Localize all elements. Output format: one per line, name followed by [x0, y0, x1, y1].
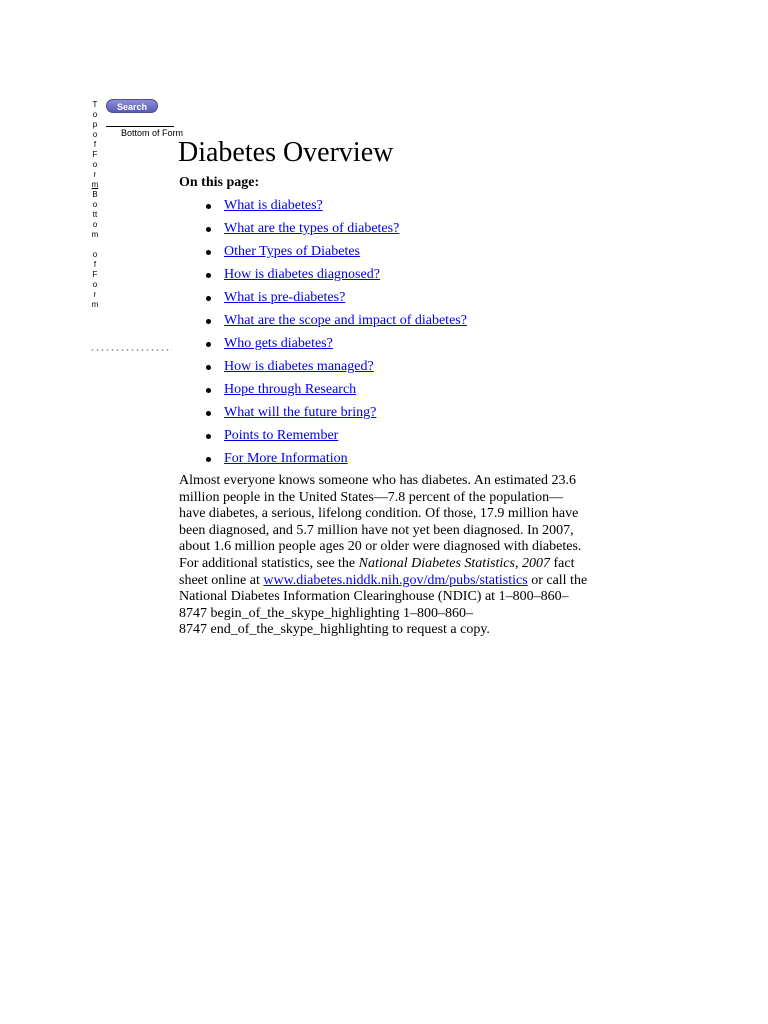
toc-link-hope-research[interactable]: Hope through Research — [224, 382, 357, 397]
bottom-of-form-letter: r — [93, 290, 97, 299]
toc-item — [206, 404, 467, 427]
bullet-icon — [206, 365, 211, 370]
bullet-icon — [206, 227, 211, 232]
on-this-page-label: On this page: — [179, 175, 260, 190]
text-segment: fact — [549, 555, 575, 571]
paragraph-line — [179, 556, 624, 573]
top-of-form-letter: r — [93, 170, 97, 179]
paragraph-line: million people in the United States—7.8 percent of the population— — [179, 489, 564, 505]
toc-link-what-is-diabetes[interactable]: What is diabetes? — [224, 198, 323, 213]
paragraph-line: about 1.6 million people ages 20 or older were diagnosed with diabetes. — [179, 539, 582, 555]
toc-item — [206, 243, 467, 266]
toc-link-types-of-diabetes[interactable]: What are the types of diabetes? — [224, 221, 400, 236]
toc-item — [206, 312, 467, 335]
text-segment: or call the — [527, 572, 588, 588]
table-of-contents — [206, 197, 467, 473]
toc-link-points-remember[interactable]: Points to Remember — [224, 428, 339, 443]
bottom-of-form-gap — [89, 240, 101, 250]
toc-link-more-info[interactable]: For More Information — [224, 451, 348, 466]
statistics-link[interactable]: www.diabetes.niddk.nih.gov/dm/pubs/statistics — [263, 572, 528, 588]
toc-item — [206, 220, 467, 243]
top-of-form-letter: T — [92, 100, 98, 109]
toc-link-future[interactable]: What will the future bring? — [224, 405, 377, 420]
toc-link-other-types[interactable]: Other Types of Diabetes — [224, 244, 361, 259]
page-title: Diabetes Overview — [178, 137, 394, 168]
bottom-of-form-letter: o — [92, 220, 98, 229]
bullet-icon — [206, 388, 211, 393]
paragraph-line: National Diabetes Information Clearinghouse (NDIC) at 1–800–860– — [179, 589, 569, 605]
intro-paragraph — [179, 473, 624, 639]
toc-link-pre-diabetes[interactable]: What is pre-diabetes? — [224, 290, 346, 305]
toc-link-diagnosed[interactable]: How is diabetes diagnosed? — [224, 267, 380, 282]
toc-item — [206, 358, 467, 381]
paragraph-line — [179, 573, 624, 590]
bullet-icon — [206, 319, 211, 324]
bottom-of-form-letter: o — [92, 250, 98, 259]
bottom-of-form-letter: o — [92, 280, 98, 289]
toc-item — [206, 427, 467, 450]
top-of-form-letter: f — [93, 140, 97, 149]
bullet-icon — [206, 342, 211, 347]
top-of-form-letter: F — [92, 150, 98, 159]
publication-title: National Diabetes Statistics, 2007 — [358, 555, 550, 571]
toc-item — [206, 289, 467, 312]
bottom-of-form-letter: B — [92, 190, 98, 199]
text-segment: For additional statistics, see the — [179, 555, 359, 571]
bottom-of-form-label: Bottom of Form — [121, 128, 184, 138]
toc-link-managed[interactable]: How is diabetes managed? — [224, 359, 374, 374]
form-divider — [106, 126, 174, 127]
bottom-of-form-letter: tt — [92, 210, 98, 219]
paragraph-line: 8747 end_of_the_skype_highlighting to request a copy. — [179, 622, 490, 638]
toc-item — [206, 266, 467, 289]
toc-item — [206, 381, 467, 404]
toc-link-scope-impact[interactable]: What are the scope and impact of diabetes? — [224, 313, 467, 328]
bottom-of-form-letter: o — [92, 200, 98, 209]
top-of-form-letter: o — [92, 110, 98, 119]
paragraph-line: Almost everyone knows someone who has diabetes. An estimated 23.6 — [179, 473, 576, 488]
top-of-form-letter: o — [92, 160, 98, 169]
paragraph-line: have diabetes, a serious, lifelong condition. Of those, 17.9 million have — [179, 506, 579, 522]
toc-link-who-gets[interactable]: Who gets diabetes? — [224, 336, 333, 351]
search-button[interactable]: Search — [106, 99, 158, 113]
toc-item — [206, 335, 467, 358]
bottom-of-form-letter: m — [91, 300, 99, 309]
bullet-icon — [206, 411, 211, 416]
dotted-divider — [90, 349, 172, 351]
toc-item — [206, 197, 467, 220]
bullet-icon — [206, 434, 211, 439]
top-of-form-letter: m — [91, 180, 99, 189]
bottom-of-form-letter: F — [92, 270, 98, 279]
top-of-form-letter: p — [92, 120, 98, 129]
top-of-form-letter: o — [92, 130, 98, 139]
bullet-icon — [206, 204, 211, 209]
bottom-of-form-letter: f — [93, 260, 97, 269]
bullet-icon — [206, 273, 211, 278]
text-segment: sheet online at — [179, 572, 264, 588]
bottom-of-form-letter: m — [91, 230, 99, 239]
paragraph-line: been diagnosed, and 5.7 million have not yet been diagnosed. In 2007, — [179, 522, 574, 538]
bullet-icon — [206, 296, 211, 301]
toc-item — [206, 450, 467, 473]
bullet-icon — [206, 250, 211, 255]
paragraph-line: 8747 begin_of_the_skype_highlighting 1–800–860– — [179, 605, 473, 621]
form-marker-column — [89, 100, 101, 310]
bullet-icon — [206, 457, 211, 462]
